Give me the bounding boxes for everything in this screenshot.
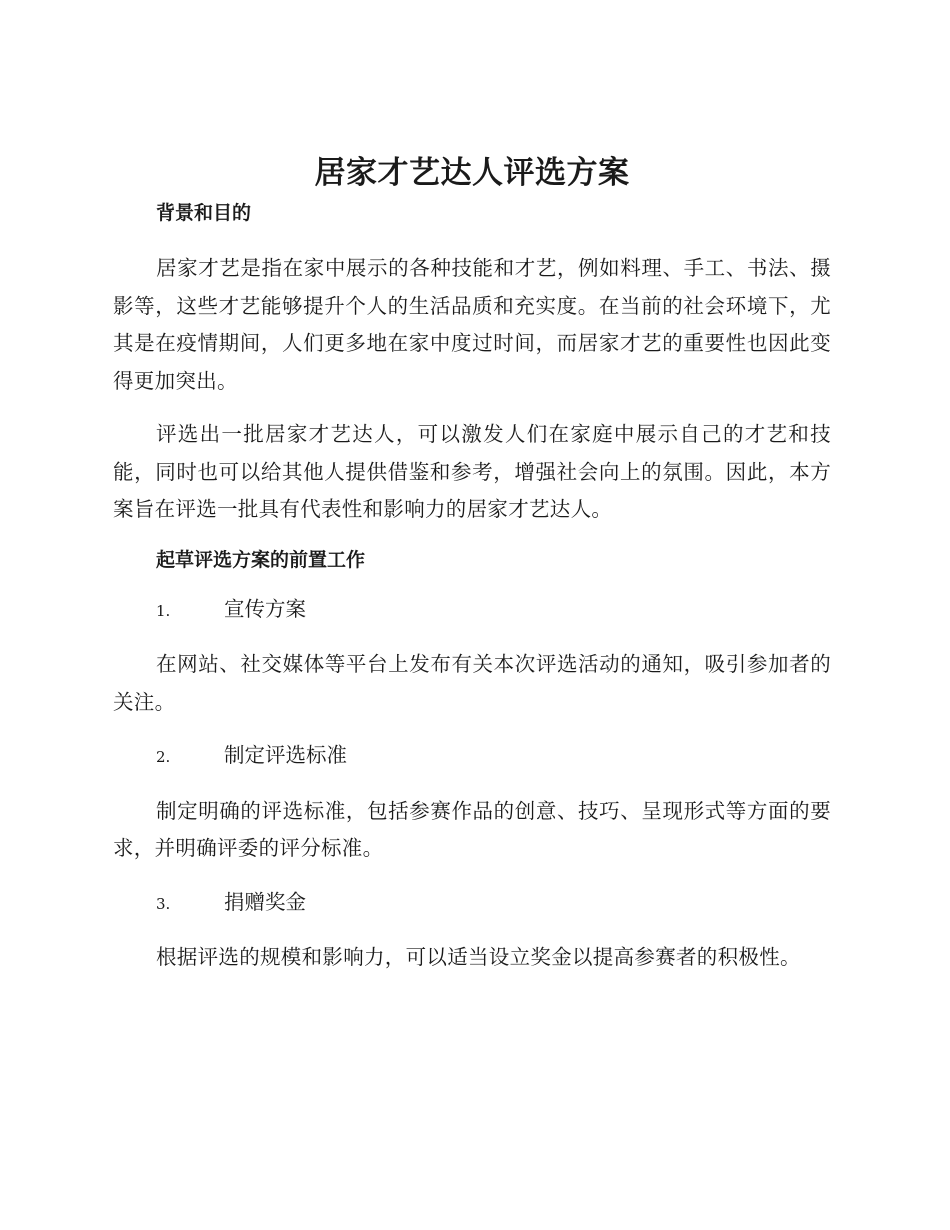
list-label: 捐赠奖金: [224, 889, 306, 914]
section-heading-preparation: 起草评选方案的前置工作: [156, 548, 366, 571]
list-number: 2.: [156, 748, 171, 766]
document-title: 居家才艺达人评选方案: [314, 155, 630, 191]
section-heading-background: 背景和目的: [156, 202, 252, 224]
paragraph: 制定明确的评选标准，包括参赛作品的创意、技巧、呈现形式等方面的要求，并明确评委的评分标准。: [113, 798, 831, 860]
list-number: 1.: [156, 601, 171, 620]
paragraph: 评选出一批居家才艺达人，可以激发人们在家庭中展示自己的才艺和技能，同时也可以给其他人提供借鉴和参考，增强社会向上的氛围。因此，本方案旨在评选一批具有代表性和影响力的居家才艺达人。: [113, 422, 831, 521]
document-page: [113, 150, 831, 993]
paragraph: 在网站、社交媒体等平台上发布有关本次评选活动的通知，吸引参加者的关注。: [113, 652, 831, 714]
paragraph: 根据评选的规模和影响力，可以适当设立奖金以提高参赛者的积极性。: [156, 945, 801, 969]
list-item-3: [113, 884, 831, 924]
paragraph: 居家才艺是指在家中展示的各种技能和才艺，例如料理、手工、书法、摄影等，这些才艺能够提升个人的生活品质和充实度。在当前的社会环境下，尤其是在疫情期间，人们更多地在家中度过时间，而居家才艺的重要性也因此变得更加突出。: [113, 256, 831, 393]
list-label: 宣传方案: [224, 596, 306, 621]
list-label: 制定评选标准: [224, 743, 347, 767]
list-number: 3.: [156, 894, 171, 913]
list-item-1: [113, 591, 831, 631]
list-item-2: [113, 737, 831, 777]
